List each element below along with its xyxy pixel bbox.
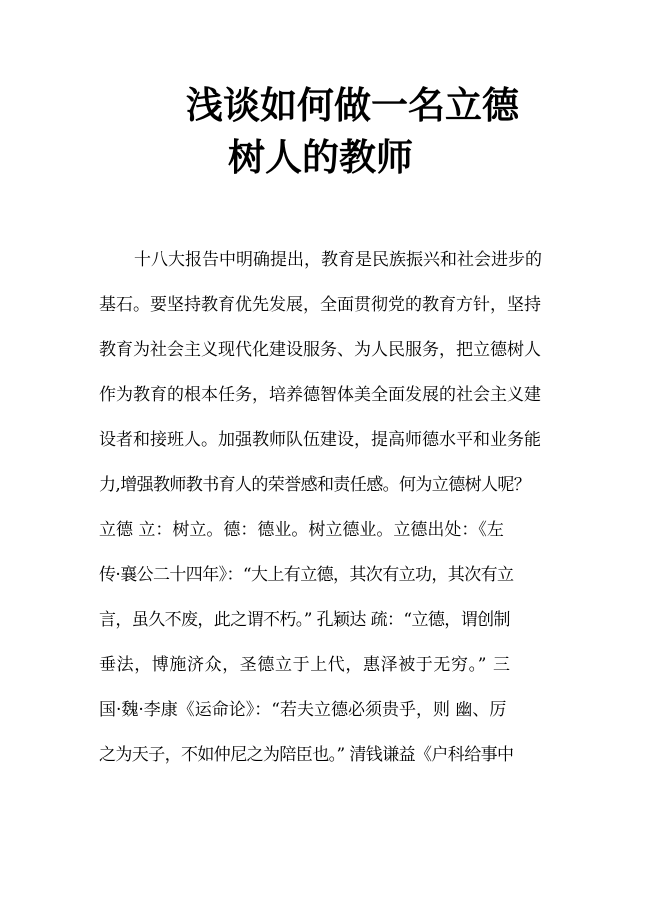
- document-title-line-1: 浅谈如何做一名立德: [186, 84, 519, 127]
- paragraph-line: 作为教育的根本任务，培养德智体美全面发展的社会主义建: [99, 385, 541, 405]
- paragraph-line: 言，虽久不废，此之谓不朽。” 孔颖达 疏：“立德，谓创制: [99, 610, 510, 630]
- paragraph-line: 垂法，博施济众，圣德立于上代，惠泽被于无穷。” 三: [99, 655, 511, 675]
- paragraph-line: 力,增强教师教书育人的荣誉感和责任感。何为立德树人呢？: [99, 475, 531, 495]
- paragraph-line: 立德 立：树立。德：德业。树立德业。立德出处：《左: [99, 520, 504, 540]
- paragraph-line: 设者和接班人。加强教师队伍建设，提高师德水平和业务能: [99, 430, 541, 450]
- paragraph-line: 十八大报告中明确提出，教育是民族振兴和社会进步的: [134, 250, 542, 270]
- paragraph-line: 基石。要坚持教育优先发展，全面贯彻党的教育方针，坚持: [99, 295, 541, 315]
- paragraph-line: 教育为社会主义现代化建设服务、为人民服务，把立德树人: [99, 340, 541, 360]
- document-body: [99, 238, 559, 778]
- paragraph-line: 国·魏·李康《运命论》：“若夫立德必须贵乎，则 幽、厉: [99, 700, 507, 720]
- paragraph-line: 之为天子，不如仲尼之为陪臣也。” 清钱谦益《户科给事中: [99, 745, 514, 765]
- paragraph-line: 传·襄公二十四年》：“大上有立德，其次有立功，其次有立: [99, 565, 514, 585]
- document-title-line-2: 树人的教师: [228, 136, 413, 179]
